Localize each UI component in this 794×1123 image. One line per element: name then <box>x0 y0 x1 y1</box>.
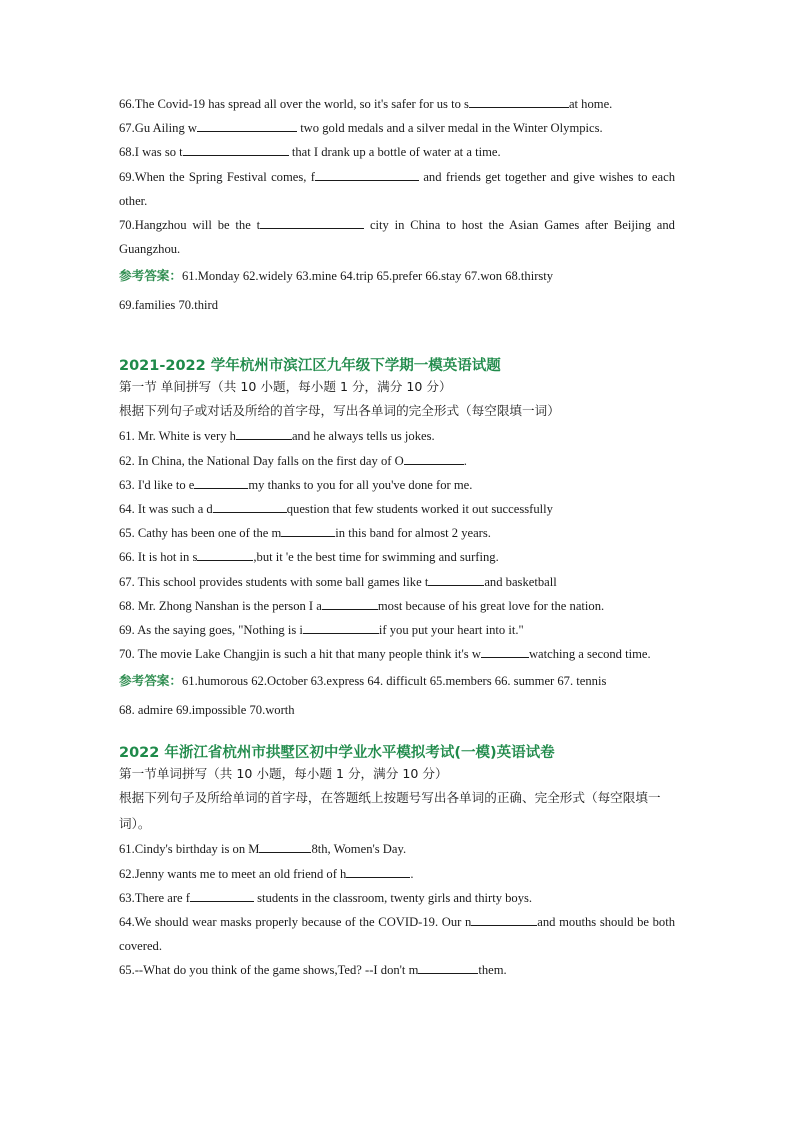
answer-blank[interactable] <box>197 118 297 132</box>
answer-key: 参考答案：61.humorous 62.October 63.express 64. difficult 65.members 66. summer 67. tennis <box>119 673 607 689</box>
answer-blank[interactable] <box>428 572 484 586</box>
question-69: 69.When the Spring Festival comes, f and friends get together and give wishes to each other. <box>119 165 675 213</box>
question-69: 69. As the saying goes, "Nothing is i if you put your heart into it." <box>119 618 675 642</box>
answer-key-continued: 69.families 70.third <box>119 298 218 313</box>
answer-blank[interactable] <box>259 839 311 853</box>
answer-blank[interactable] <box>404 451 464 465</box>
answer-blank[interactable] <box>213 499 287 513</box>
exam-title: 2021-2022 学年杭州市滨江区九年级下学期一模英语试题 <box>119 358 501 375</box>
document-page <box>119 92 675 983</box>
answer-blank[interactable] <box>236 426 292 440</box>
question-66: 66.The Covid-19 has spread all over the world, so it's safer for us to s at home. <box>119 92 675 116</box>
question-70: 70.Hangzhou will be the t city in China to host the Asian Games after Beijing and Guangzhou. <box>119 213 675 261</box>
question-64: 64. It was such a d question that few students worked it out successfully <box>119 497 675 521</box>
answer-blank[interactable] <box>197 547 253 561</box>
question-67: 67. This school provides students with some ball games like t and basketball <box>119 570 675 594</box>
question-70: 70. The movie Lake Changjin is such a hit that many people think it's w watching a second time. <box>119 642 675 666</box>
answer-blank[interactable] <box>190 888 254 902</box>
answer-key-continued: 68. admire 69.impossible 70.worth <box>119 703 295 718</box>
question-63: 63. I'd like to e my thanks to you for all you've done for me. <box>119 473 675 497</box>
answer-blank[interactable] <box>260 215 364 229</box>
answer-blank[interactable] <box>418 960 478 974</box>
question-65: 65.--What do you think of the game shows,Ted? --I don't m them. <box>119 958 675 982</box>
section-heading: 第一节 单间拼写（共 10 小题，每小题 1 分，满分 10 分） <box>119 379 452 395</box>
question-62: 62. In China, the National Day falls on the first day of O . <box>119 449 675 473</box>
answer-blank[interactable] <box>471 912 537 926</box>
question-62: 62.Jenny wants me to meet an old friend of h . <box>119 862 675 886</box>
answer-blank[interactable] <box>315 167 419 181</box>
answer-blank[interactable] <box>281 523 335 537</box>
section-heading: 第一节单词拼写（共 10 小题，每小题 1 分，满分 10 分） <box>119 766 448 782</box>
question-63: 63.There are f students in the classroom, twenty girls and thirty boys. <box>119 886 675 910</box>
answer-blank[interactable] <box>469 94 569 108</box>
answer-blank[interactable] <box>183 142 289 156</box>
question-64: 64.We should wear masks properly because of the COVID-19. Our n and mouths should be both covered. <box>119 910 675 958</box>
question-68: 68.I was so t that I drank up a bottle of water at a time. <box>119 140 675 164</box>
exam-title: 2022 年浙江省杭州市拱墅区初中学业水平模拟考试(一模)英语试卷 <box>119 745 555 762</box>
answer-blank[interactable] <box>194 475 248 489</box>
instruction: 根据下列句子或对话及所给的首字母，写出各单词的完全形式（每空限填一词） <box>119 403 560 419</box>
question-61: 61. Mr. White is very h and he always tells us jokes. <box>119 424 675 448</box>
question-65: 65. Cathy has been one of the m in this band for almost 2 years. <box>119 521 675 545</box>
answer-blank[interactable] <box>303 620 379 634</box>
answer-blank[interactable] <box>481 644 529 658</box>
question-61: 61.Cindy's birthday is on M 8th, Women's Day. <box>119 837 675 861</box>
question-68: 68. Mr. Zhong Nanshan is the person I a most because of his great love for the nation. <box>119 594 675 618</box>
question-66: 66. It is hot in s ,but it 'e the best time for swimming and surfing. <box>119 545 675 569</box>
answer-blank[interactable] <box>322 596 378 610</box>
answer-blank[interactable] <box>346 864 410 878</box>
answer-key: 参考答案：61.Monday 62.widely 63.mine 64.trip 65.prefer 66.stay 67.won 68.thirsty <box>119 268 554 284</box>
question-67: 67.Gu Ailing w two gold medals and a silver medal in the Winter Olympics. <box>119 116 675 140</box>
instruction: 根据下列句子及所给单词的首字母，在答题纸上按题号写出各单词的正确、完全形式（每空限填一词）。 <box>119 790 661 832</box>
